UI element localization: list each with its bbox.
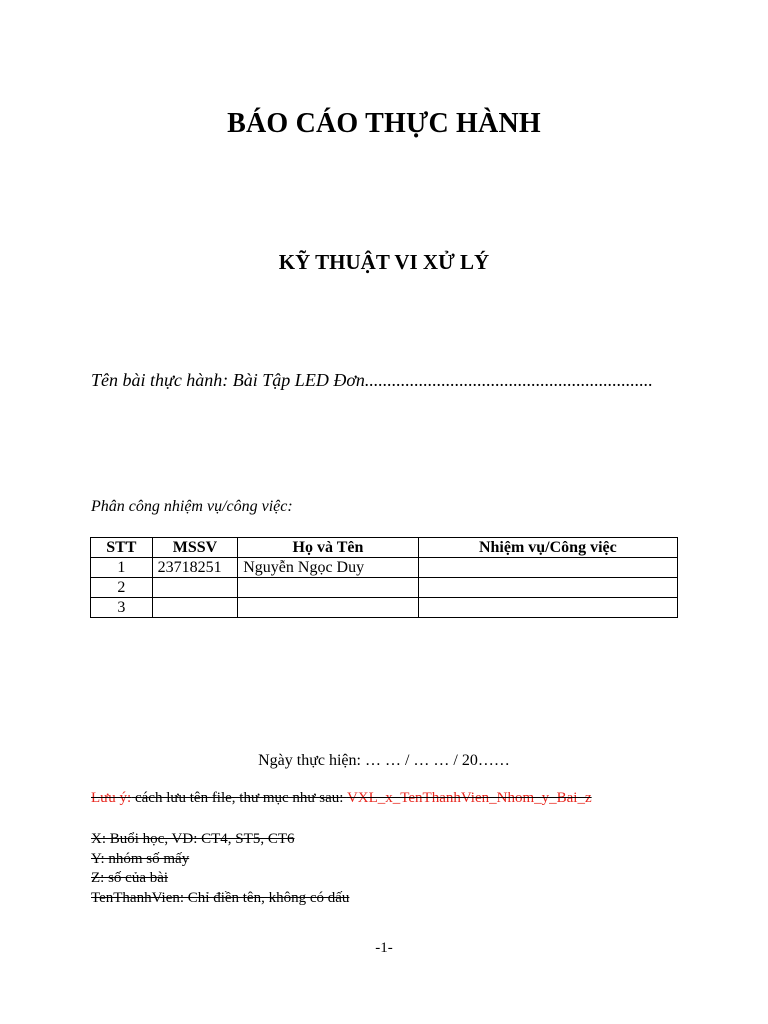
cell-name — [238, 598, 418, 618]
header-task: Nhiệm vụ/Công việc — [418, 538, 677, 558]
table-header-row — [91, 538, 678, 558]
cell-stt: 2 — [91, 578, 153, 598]
cell-task — [418, 578, 677, 598]
legend-item-z: Z: số của bài — [91, 870, 169, 886]
cell-name: Nguyễn Ngọc Duy — [238, 558, 418, 578]
exercise-name-line: Tên bài thực hành: Bài Tập LED Đơn................................................................ — [91, 370, 653, 390]
note-text: cách lưu tên file, thư mục như sau: — [131, 790, 347, 806]
cell-stt: 1 — [91, 558, 153, 578]
table-row — [91, 558, 678, 578]
cell-task — [418, 598, 677, 618]
page-number: -1- — [375, 940, 393, 956]
note-pattern: VXL_x_TenThanhVien_Nhom_y_Bai_z — [346, 790, 592, 806]
report-title: BÁO CÁO THỰC HÀNH — [227, 108, 541, 139]
table-row — [91, 578, 678, 598]
cell-mssv — [152, 578, 238, 598]
legend-item-x: X: Buổi học, VD: CT4, ST5, CT6 — [91, 831, 295, 847]
cell-task — [418, 558, 677, 578]
naming-legend — [91, 830, 349, 908]
assignment-heading: Phân công nhiệm vụ/công việc: — [91, 498, 293, 515]
cell-mssv — [152, 598, 238, 618]
task-assignment-table — [90, 537, 678, 618]
course-subtitle: KỸ THUẬT VI XỬ LÝ — [278, 250, 490, 274]
cell-name — [238, 578, 418, 598]
legend-item-y: Y: nhóm số mấy — [91, 850, 190, 867]
header-stt: STT — [91, 538, 153, 558]
cell-mssv: 23718251 — [152, 558, 238, 578]
file-naming-note — [91, 790, 592, 807]
header-mssv: MSSV — [152, 538, 238, 558]
date-line: Ngày thực hiện: … … / … … / 20…… — [258, 752, 510, 769]
header-full-name: Họ và Tên — [238, 538, 418, 558]
table-row — [91, 598, 678, 618]
cell-stt: 3 — [91, 598, 153, 618]
note-label: Lưu ý: — [91, 790, 132, 806]
legend-item-member-name: TenThanhVien: Chỉ điền tên, không có dấu — [91, 889, 350, 906]
